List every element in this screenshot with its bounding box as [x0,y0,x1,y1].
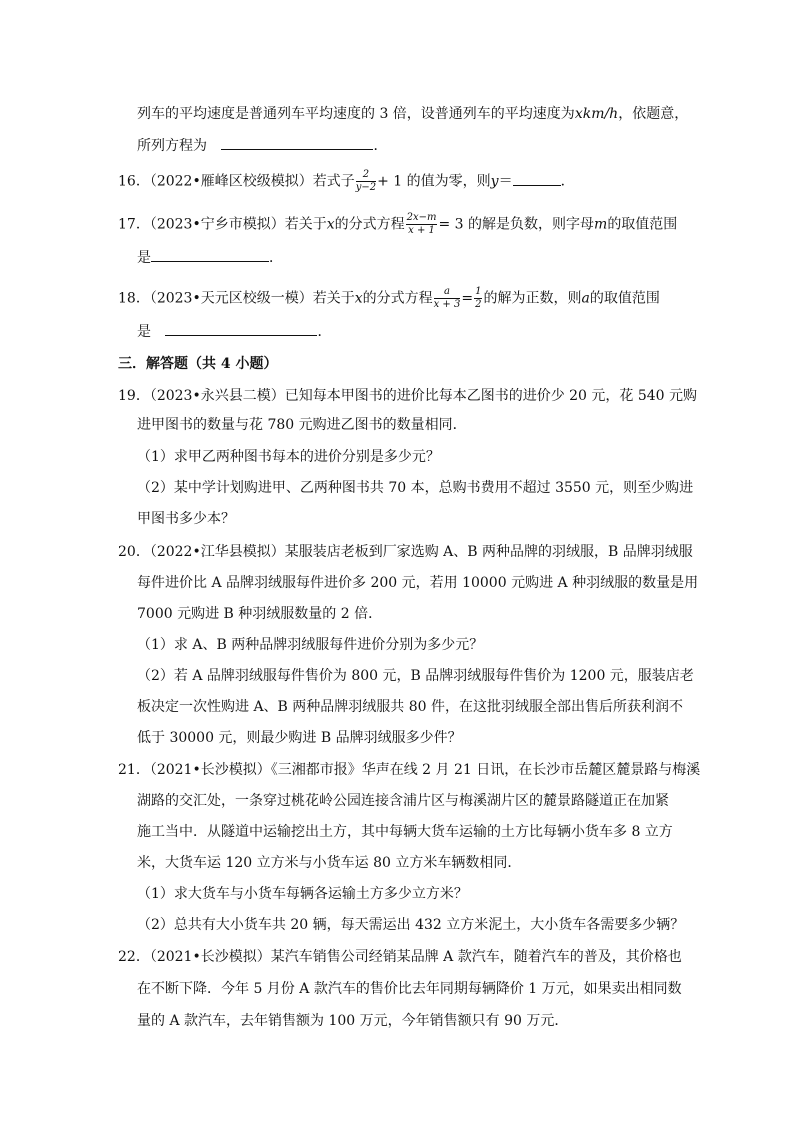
q17-fraction: $\frac{2x-m}{x + 1}$ [406,212,437,236]
q19-line: 19．（2023•永兴县二模）已知每本甲图书的进价比每本乙图书的进价少 20 元，花 540 元购 [118,388,698,404]
q17-line1: 17．（2023•宁乡市模拟）若关于x的分式方程 $\frac{2x-m}{x + 1}$ = 3 的解是负数，则字母m的取值范围 [118,212,678,236]
q20-line: 板决定一次性购进 A、B 两种品牌羽绒服共 80 件，在这批羽绒服全部出售后所获利润不 [137,699,684,715]
q19-line: 甲图书多少本？ [137,511,235,527]
q16-fraction: $\frac{2}{y-2}$ [355,169,377,193]
q22-line: 在不断下降．今年 5 月份 A 款汽车的售价比去年同期每辆降价 1 万元，如果卖出相同数 [137,981,682,997]
q18-answer-blank[interactable] [165,321,317,336]
q18-fraction-left: $\frac{a}{x + 3}$ [433,286,461,310]
q20-line: 每件进价比 A 品牌羽绒服每件进价多 200 元，若用 10000 元购进 A 种羽绒服的数量是用 [137,575,699,591]
q19-line: 进甲图书的数量与花 780 元购进乙图书的数量相同． [137,417,467,433]
q19-part2: （2）某中学计划购进甲、乙两种图书共 70 本，总购书费用不超过 3550 元，则至少购进 [137,480,694,496]
q20-line: 20．（2022•江华县模拟）某服装店老板到厂家选购 A、B 两种品牌的羽绒服，B 品牌羽绒服 [118,544,693,560]
q20-line: 7000 元购进 B 种羽绒服数量的 2 倍． [137,606,383,622]
q17-answer-blank[interactable] [151,247,269,262]
q20-line: 低于 30000 元，则最少购进 B 品牌羽绒服多少件？ [137,730,462,746]
q15-line1: 列车的平均速度是普通列车平均速度的 3 倍，设普通列车的平均速度为xkm/h，依题意， [137,106,689,122]
q21-part2: （2）总共有大小货车共 20 辆，每天需运出 432 立方米泥土，大小货车各需要多少辆？ [137,917,685,933]
q22-line: 量的 A 款汽车，去年销售额为 100 万元，今年销售额只有 90 万元． [137,1013,569,1029]
q16-answer-blank[interactable] [513,171,561,186]
q18-line1: 18．（2023•天元区校级一模）若关于x的分式方程 $\frac{a}{x + 3}$ = $\frac{1}{2}$ 的解为正数，则a的取值范围 [118,286,660,310]
q18-line2: 是 ． [137,321,331,342]
q19-part1: （1）求甲乙两种图书每本的进价分别是多少元？ [137,449,440,465]
q21-line: 施工当中．从隧道中运输挖出土方，其中每辆大货车运输的土方比每辆小货车多 8 立方 [137,824,673,840]
q15-variable: xkm/h [574,106,619,122]
q21-line: 米，大货车运 120 立方米与小货车运 80 立方米车辆数相同． [137,855,522,871]
q17-line2: 是 ． [137,247,283,268]
q15-line2: 所列方程为 ． [137,135,387,156]
section-3-heading: 三．解答题（共 4 小题） [118,356,278,372]
q16: 16．（2022•雁峰区校级模拟）若式子 $\frac{2}{y-2}$ + 1 的值为零，则y＝ ． [118,169,575,193]
q21-line: 湖路的交汇处，一条穿过桃花岭公园连接含浦片区与梅溪湖片区的麓景路隧道正在加紧 [137,793,669,809]
q15-answer-blank[interactable] [221,135,373,150]
q21-part1: （1）求大货车与小货车每辆各运输土方多少立方米？ [137,886,468,902]
q21-line: 21．（2021•长沙模拟）《三湘都市报》华声在线 2 月 21 日讯，在长沙市岳麓区麓景路与梅溪 [118,762,701,778]
q20-part1: （1）求 A、B 两种品牌羽绒服每件进价分别为多少元？ [137,637,484,653]
q22-line: 22．（2021•长沙模拟）某汽车销售公司经销某品牌 A 款汽车，随着汽车的普及，其价格也 [118,949,682,965]
q20-part2: （2）若 A 品牌羽绒服每件售价为 800 元，B 品牌羽绒服每件售价为 1200 元，服装店老 [137,668,694,684]
q18-fraction-right: $\frac{1}{2}$ [475,286,482,310]
